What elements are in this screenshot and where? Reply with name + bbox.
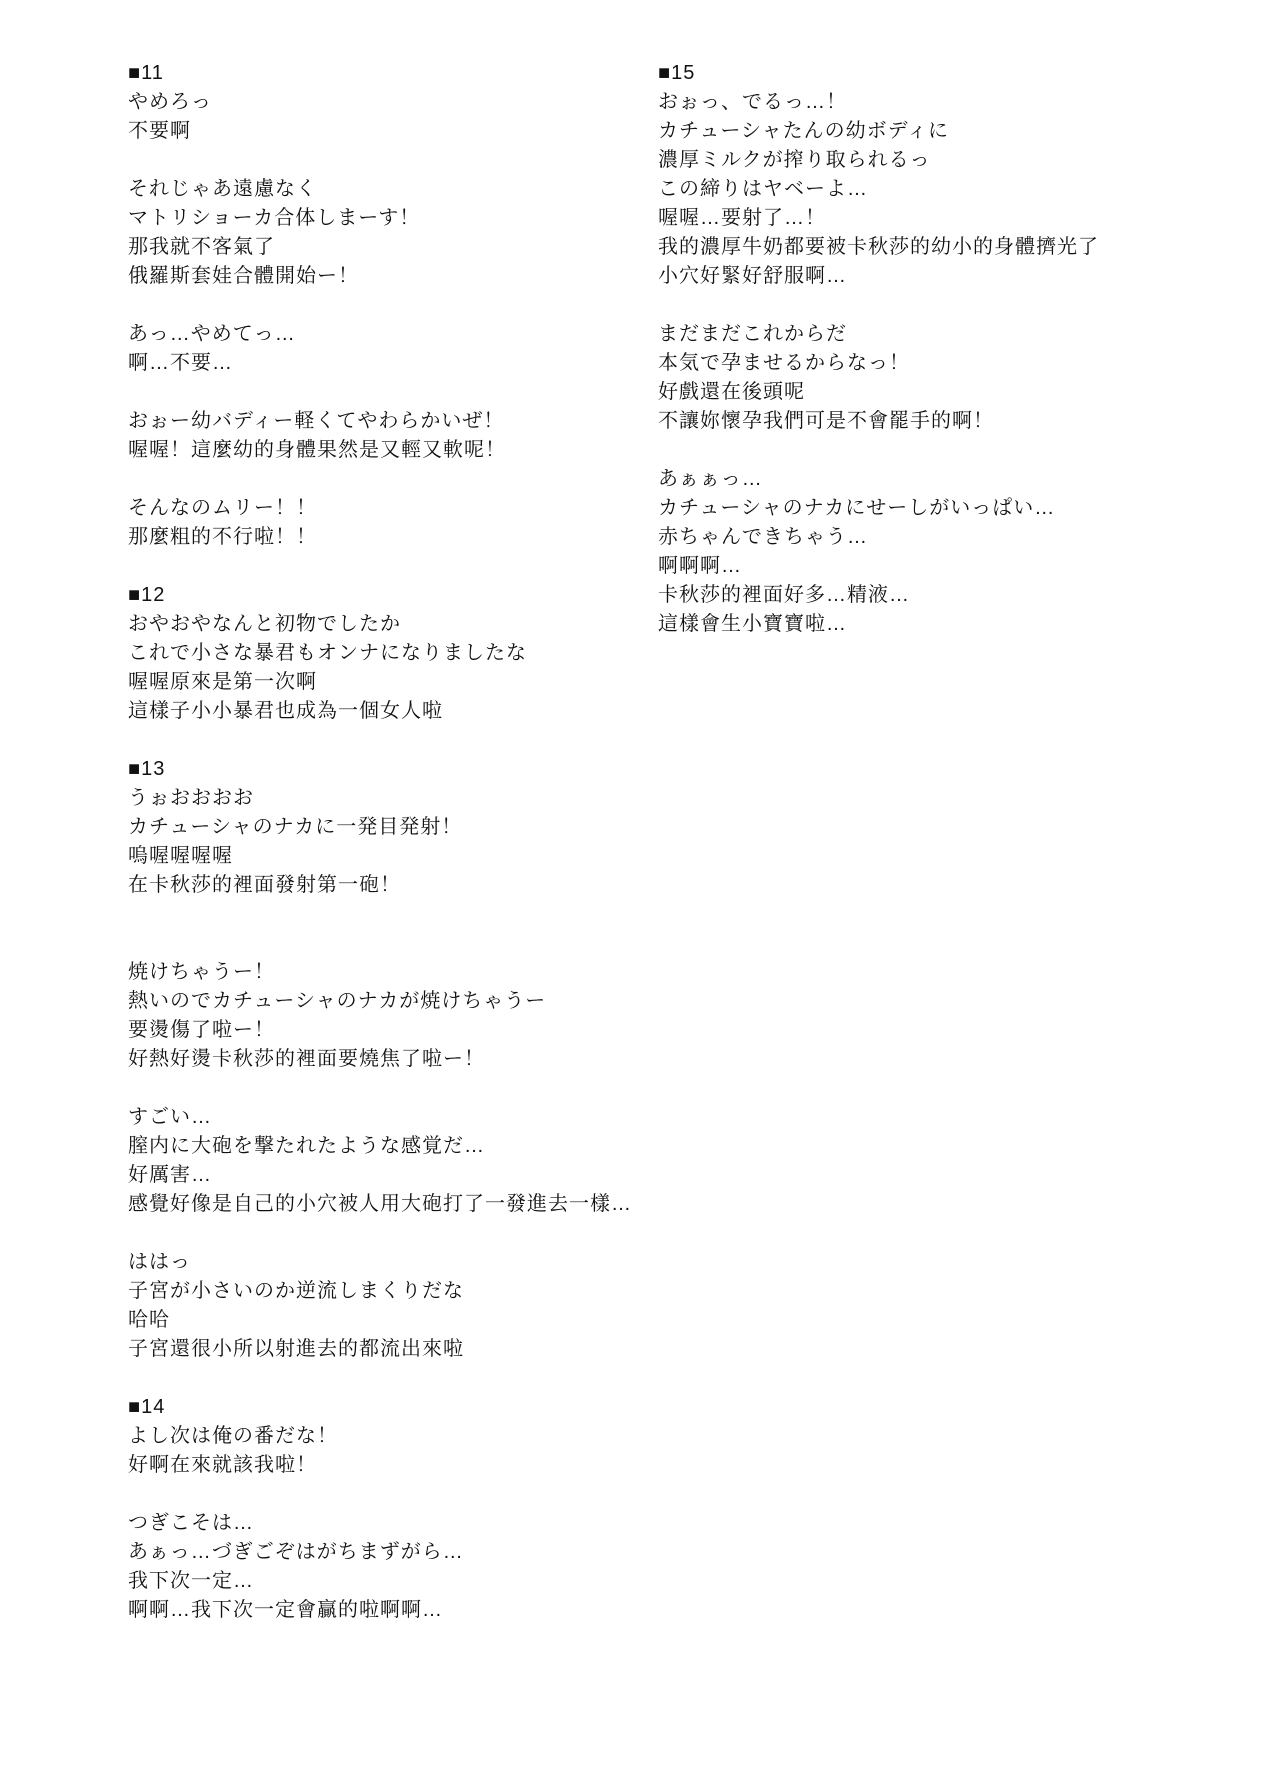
dialogue-line: 感覺好像是自己的小穴被人用大砲打了一發進去一樣… [128,1193,632,1215]
dialogue-block [128,958,632,1074]
dialogue-line: 小穴好緊好舒服啊… [658,265,847,287]
dialogue-line: 卡秋莎的裡面好多…精液… [658,584,910,606]
dialogue-line: 喔喔原來是第一次啊 [128,671,317,693]
dialogue-line: カチューシャたんの幼ボディに [658,120,949,142]
dialogue-line: 濃厚ミルクが搾り取られるっ [658,149,931,171]
dialogue-line: それじゃあ遠慮なく [128,178,317,200]
dialogue-line: つぎこそは… [128,1512,254,1534]
dialogue-line: 我的濃厚牛奶都要被卡秋莎的幼小的身體擠光了 [658,236,1099,258]
dialogue-line: 子宮還很小所以射進去的都流出來啦 [128,1338,464,1360]
left-text-column [128,59,632,1625]
dialogue-line: おぉっ、でるっ…！ [658,91,847,113]
dialogue-line: まだまだこれからだ [658,323,847,345]
dialogue-line: 喔喔…要射了…！ [658,207,826,229]
right-text-column [658,59,1099,639]
dialogue-line: 不讓妳懷孕我們可是不會罷手的啊！ [658,410,994,432]
dialogue-line: 熱いのでカチューシャのナカが焼けちゃうー [128,990,547,1012]
dialogue-line: 嗚喔喔喔喔 [128,845,233,867]
dialogue-block [128,1103,632,1219]
dialogue-line: 膣内に大砲を撃たれたような感覚だ… [128,1135,485,1157]
dialogue-line: これで小さな暴君もオンナになりましたな [128,642,527,664]
dialogue-line: 好熱好燙卡秋莎的裡面要燒焦了啦ー！ [128,1048,485,1070]
section-marker: ■11 [128,62,164,84]
dialogue-block [128,581,632,726]
dialogue-line: うぉおおおお [128,787,254,809]
dialogue-line: 不要啊 [128,120,191,142]
dialogue-line: 好厲害… [128,1164,212,1186]
dialogue-line: 那麼粗的不行啦！！ [128,526,317,548]
dialogue-block [128,1248,632,1364]
dialogue-line: 那我就不客氣了 [128,236,275,258]
dialogue-line: 要燙傷了啦ー！ [128,1019,275,1041]
dialogue-block [128,1393,632,1480]
dialogue-line: 哈哈 [128,1309,170,1331]
dialogue-line: 啊啊…我下次一定會贏的啦啊啊… [128,1599,443,1621]
dialogue-line: 俄羅斯套娃合體開始ー！ [128,265,359,287]
dialogue-line: 這樣會生小寶寶啦… [658,613,847,635]
dialogue-block [658,320,1099,436]
dialogue-line: あぁっ…づぎごぞはがちまずがら… [128,1541,464,1563]
dialogue-line: 這樣子小小暴君也成為一個女人啦 [128,700,443,722]
dialogue-line: やめろっ [128,91,212,113]
dialogue-block [128,320,632,378]
section-marker: ■13 [128,758,166,780]
dialogue-line: あぁぁっ… [658,468,763,490]
dialogue-line: 我下次一定… [128,1570,254,1592]
dialogue-line: 好啊在來就該我啦！ [128,1454,317,1476]
dialogue-line: よし次は俺の番だな！ [128,1425,338,1447]
dialogue-block [128,1509,632,1625]
dialogue-line: カチューシャのナカに一発目発射！ [128,816,463,838]
section-marker: ■12 [128,584,166,606]
dialogue-line: 在卡秋莎的裡面發射第一砲！ [128,874,401,896]
dialogue-line: 子宮が小さいのか逆流しまくりだな [128,1280,464,1302]
dialogue-line: おやおやなんと初物でしたか [128,613,401,635]
dialogue-line: 赤ちゃんできちゃう… [658,526,868,548]
dialogue-block [128,755,632,900]
section-marker: ■15 [658,62,696,84]
dialogue-line: 本気で孕ませるからなっ！ [658,352,910,374]
dialogue-line: すごい… [128,1106,212,1128]
dialogue-line: マトリショーカ合体しまーす！ [128,207,421,229]
dialogue-block [128,59,632,146]
dialogue-block [128,175,632,291]
dialogue-line: 焼けちゃうー！ [128,961,275,983]
dialogue-line: ははっ [128,1251,191,1273]
dialogue-line: 啊…不要… [128,352,233,374]
dialogue-line: そんなのムリー！！ [128,497,317,519]
section-marker: ■14 [128,1396,166,1418]
dialogue-block [128,494,632,552]
dialogue-line: 啊啊啊… [658,555,742,577]
dialogue-line: 好戲還在後頭呢 [658,381,805,403]
dialogue-line: 喔喔！這麼幼的身體果然是又輕又軟呢！ [128,439,506,461]
dialogue-line: この締りはヤベーよ… [658,178,868,200]
dialogue-block [128,407,632,465]
dialogue-block [658,465,1099,639]
dialogue-block [658,59,1099,291]
dialogue-line: カチューシャのナカにせーしがいっぱい… [658,497,1056,519]
dialogue-line: あっ…やめてっ… [128,323,296,345]
dialogue-line: おぉー幼バディー軽くてやわらかいぜ！ [128,410,505,432]
